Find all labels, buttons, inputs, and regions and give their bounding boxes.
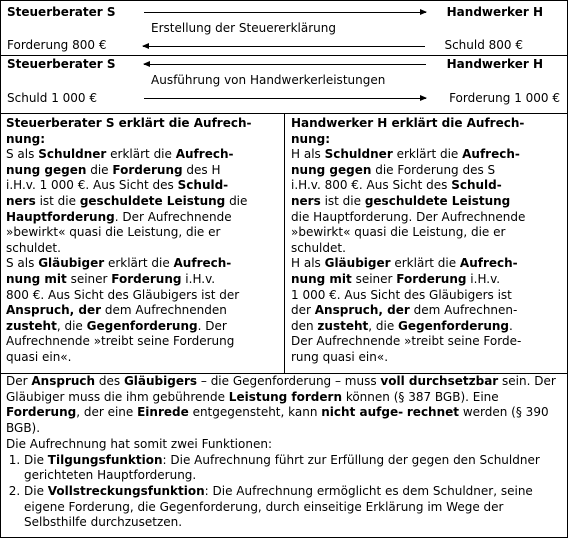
column-line (291, 241, 567, 257)
right-value: Schuld 800 € (444, 38, 523, 52)
column-line (6, 225, 284, 241)
left-value: Schuld 1 000 € (7, 91, 97, 105)
claim-section-craft-work (1, 56, 567, 114)
column-line (6, 116, 284, 132)
text: 800 €. Aus Sicht des Gläubigers ist der (6, 287, 240, 302)
right-party-label: Handwerker H (446, 5, 543, 19)
text: . (509, 318, 513, 333)
bold-text: Schuld- (177, 178, 229, 193)
column-line (291, 350, 567, 366)
text: werden (§ 390 BGB). (6, 405, 549, 436)
bold-text: voll durchsetzbar (380, 374, 499, 388)
text: . Der Aufrechnende (114, 209, 232, 224)
text: des (95, 374, 124, 388)
summary-section (1, 374, 567, 531)
text: Die (24, 452, 48, 467)
bold-text: Hauptforderung (6, 209, 115, 224)
bold-text: Schuldner (38, 147, 107, 162)
column-line (291, 272, 567, 288)
bold-text: geschuldete Leistung (79, 193, 226, 208)
text: ist die (320, 193, 365, 208)
text: »bewirkt« quasi die Leistung, die er (6, 225, 221, 240)
bold-text: nung mit (6, 271, 67, 286)
offset-declarations (1, 114, 567, 374)
claim-description: Erstellung der Steuererklärung (151, 21, 336, 35)
text: schuldet. (6, 240, 61, 255)
text: schuldet. (291, 240, 346, 255)
column-line (6, 210, 284, 226)
bold-text: Forderung (396, 271, 467, 286)
bold-text: Forderung (111, 271, 182, 286)
right-value: Forderung 1 000 € (449, 91, 560, 105)
column-line (291, 178, 567, 194)
bold-text: zusteht (317, 318, 369, 333)
bold-text: Aufrech- (462, 147, 520, 162)
bold-text: Leistung fordern (228, 389, 342, 404)
text: »bewirkt« quasi die Leistung, die er (291, 225, 506, 240)
bold-text: nung: (291, 131, 331, 146)
text: : Die Aufrechnung führt zur Erfüllung der gegen den Schuldner gerichteten Hauptforderung. (24, 452, 540, 483)
text: i.H.v. 800 €. Aus Sicht des (291, 178, 452, 193)
column-line (6, 132, 284, 148)
text: den (291, 318, 318, 333)
column-line (291, 163, 567, 179)
left-value: Forderung 800 € (7, 38, 107, 52)
bold-text: Anspruch, der (6, 303, 102, 318)
bold-text: Handwerker H erklärt die Aufrech- (291, 116, 525, 130)
text: können (§ 387 BGB). Eine (342, 389, 499, 404)
text: Aufrechnende »treibt seine Forderung (6, 334, 235, 349)
text: erklärt die (390, 256, 460, 271)
text: i.H.v. (466, 271, 501, 286)
text: entgegensteht, kann (188, 405, 322, 420)
bold-text: zusteht (6, 318, 57, 333)
text: Der Aufrechnende »treibt seine Forde- (291, 334, 522, 349)
text: die Forderung des S (371, 162, 496, 177)
text: S als (6, 256, 39, 271)
text: dem Aufrechnen- (409, 303, 518, 318)
bold-text: Vollstreckungsfunktion (47, 483, 205, 498)
text: erklärt die (104, 256, 174, 271)
text: – die Gegenforderung – muss (197, 374, 381, 388)
left-column-tax-advisor (1, 114, 284, 373)
text: Die (24, 483, 48, 498)
bold-text: Einrede (137, 405, 189, 420)
column-line (6, 303, 284, 319)
column-line (6, 272, 284, 288)
right-party-label: Handwerker H (446, 57, 543, 71)
text: , die (368, 318, 399, 333)
column-line (291, 334, 567, 350)
bold-text: Aufrech- (459, 256, 518, 271)
text: die (86, 162, 113, 177)
text: erklärt die (106, 147, 176, 162)
text: H als (291, 147, 325, 162)
text: die (225, 193, 248, 208)
bold-text: ners (6, 193, 36, 208)
column-line (291, 194, 567, 210)
bold-text: nung gegen (6, 162, 87, 177)
text: S als (6, 147, 39, 162)
bold-text: rechnet (406, 405, 460, 420)
column-line (6, 194, 284, 210)
summary-paragraph (6, 374, 562, 437)
text: sein. Der Gläubiger muss die ihm gebührende (6, 374, 556, 404)
text: 1 000 €. Aus Sicht des Gläubigers ist (291, 287, 512, 302)
bold-text: Anspruch, der (314, 303, 410, 318)
column-line (6, 147, 284, 163)
arrow-left-icon (144, 64, 426, 65)
text: Der (6, 374, 32, 388)
text: ist die (35, 193, 80, 208)
function-item (24, 453, 562, 484)
column-line (6, 288, 284, 304)
text: i.H.v. 1 000 €. Aus Sicht des (6, 178, 178, 193)
text: seiner (66, 271, 112, 286)
bold-text: Forderung (6, 405, 77, 420)
text: : Die Aufrechnung ermöglicht es dem Schuldner, seine eigene Forderung, die Gegenforderung, durch einseitige Erklärung im Wege der Selbsthilfe durchzusetzen. (24, 483, 533, 530)
text: quasi ein«. (6, 349, 72, 364)
column-line (6, 256, 284, 272)
bold-text: ners (291, 193, 321, 208)
column-line (291, 147, 567, 163)
bold-text: Gegenforderung (398, 318, 509, 333)
text: des H (182, 162, 221, 177)
bold-text: Gegenforderung (86, 318, 198, 333)
text: , die (56, 318, 87, 333)
column-line (291, 116, 567, 132)
claim-section-tax-return (1, 1, 567, 56)
column-line (291, 256, 567, 272)
column-line (6, 350, 284, 366)
function-item (24, 484, 562, 531)
text: die Hauptforderung. Der Aufrechnende (291, 209, 526, 224)
column-line (291, 288, 567, 304)
bold-text: Gläubiger (38, 256, 105, 271)
bold-text: Forderung (112, 162, 183, 177)
arrow-right-icon (144, 98, 426, 99)
functions-intro: Die Aufrechnung hat somit zwei Funktionen: (6, 436, 272, 451)
column-line (6, 241, 284, 257)
bold-text: Steuerberater S erklärt die Aufrech- (6, 116, 252, 130)
text: dem Aufrechnenden (101, 303, 227, 318)
text: rung quasi ein«. (291, 349, 389, 364)
bold-text: nung mit (291, 271, 352, 286)
bold-text: Aufrech- (175, 147, 234, 162)
column-line (291, 132, 567, 148)
column-line (291, 225, 567, 241)
functions-list (6, 453, 562, 532)
left-party-label: Steuerberater S (7, 57, 116, 71)
left-party-label: Steuerberater S (7, 5, 116, 19)
column-line (291, 303, 567, 319)
arrow-left-icon (143, 46, 425, 47)
column-line (291, 210, 567, 226)
bold-text: Schuld- (451, 178, 502, 193)
bold-text: Aufrech- (173, 256, 232, 271)
column-line (6, 334, 284, 350)
text: H als (291, 256, 325, 271)
text: , der eine (76, 405, 138, 420)
bold-text: Tilgungsfunktion (47, 452, 163, 467)
bold-text: Gläubigers (123, 374, 198, 388)
bold-text: Gläubiger (324, 256, 391, 271)
text: i.H.v. (181, 271, 216, 286)
claim-description: Ausführung von Handwerkerleistungen (151, 73, 386, 87)
bold-text: geschuldete Leistung (364, 193, 511, 208)
column-line (291, 319, 567, 335)
right-column-craftsman (284, 114, 567, 373)
bold-text: Schuldner (324, 147, 393, 162)
text: der (291, 303, 315, 318)
text: . Der (197, 318, 227, 333)
bold-text: nung: (6, 131, 46, 146)
bold-text: Anspruch (31, 374, 96, 388)
column-line (6, 163, 284, 179)
text: seiner (351, 271, 397, 286)
bold-text: nicht aufge- (321, 405, 404, 420)
text: erklärt die (392, 147, 463, 162)
column-line (6, 178, 284, 194)
column-line (6, 319, 284, 335)
bold-text: nung gegen (291, 162, 372, 177)
arrow-right-icon (144, 12, 426, 13)
